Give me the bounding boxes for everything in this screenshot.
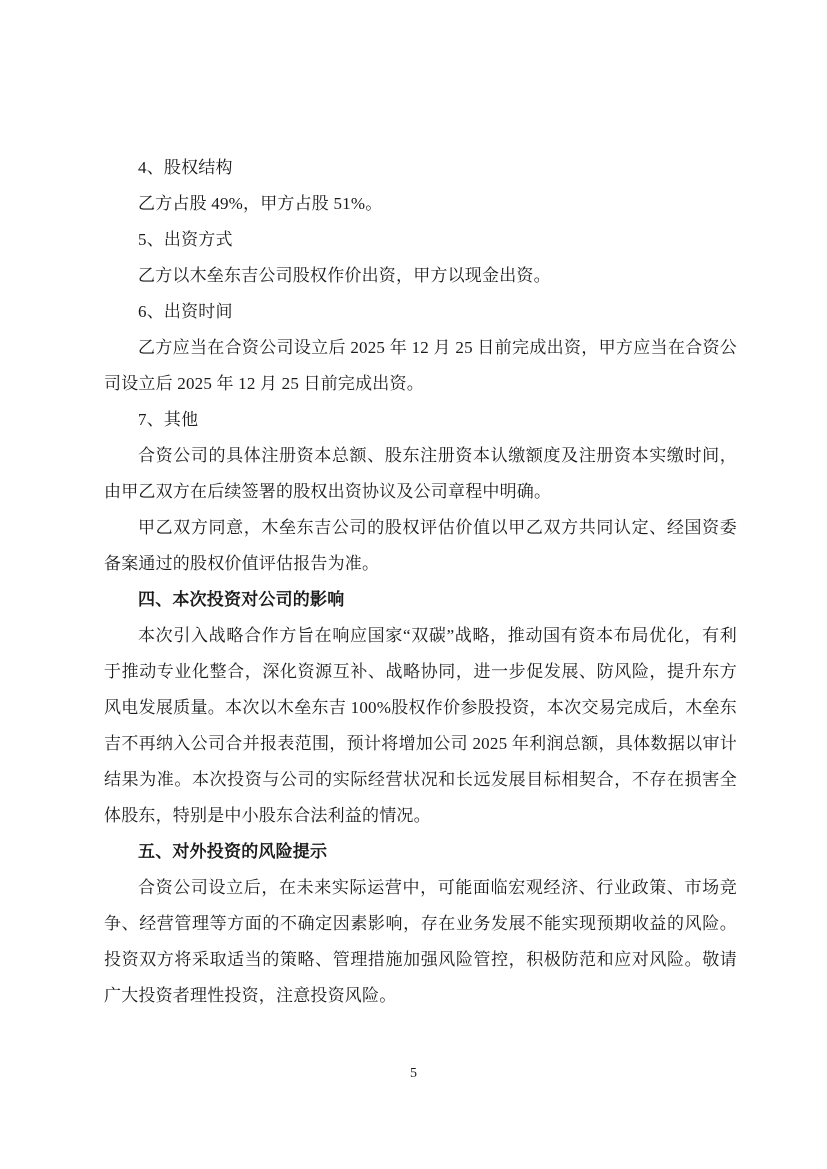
paragraph: 乙方以木垒东吉公司股权作价出资，甲方以现金出资。	[138, 266, 551, 285]
paragraph: 4、股权结构	[138, 158, 233, 177]
paragraph: 四、本次投资对公司的影响	[138, 590, 345, 609]
paragraph: 合资公司的具体注册资本总额、股东注册资本认缴额度及注册资本实缴时间，由甲乙双方在后续签署的股权出资协议及公司章程中明确。	[104, 446, 737, 501]
paragraph: 乙方应当在合资公司设立后 2025 年 12 月 25 日前完成出资，甲方应当在合资公司设立后 2025 年 12 月 25 日前完成出资。	[104, 338, 737, 393]
paragraph: 乙方占股 49%，甲方占股 51%。	[138, 194, 383, 213]
document-body	[104, 150, 737, 1014]
page-number: 5	[410, 1066, 417, 1081]
paragraph: 五、对外投资的风险提示	[138, 842, 328, 861]
paragraph: 本次引入战略合作方旨在响应国家“双碳”战略，推动国有资本布局优化，有利于推动专业化整合，深化资源互补、战略协同，进一步促发展、防风险，提升东方风电发展质量。本次以木垒东吉 100%股权作价参股投资，本次交易完成后，木垒东吉不再纳入公司合并报表范围，预计将增加公司 2025 年利润总额，具体数据以审计结果为准。本次投资与公司的实际经营状况和长远发展目标相契合，不存在损害全体股东，特别是中小股东合法利益的情况。	[104, 626, 737, 825]
paragraph: 7、其他	[138, 410, 199, 429]
paragraph: 甲乙双方同意，木垒东吉公司的股权评估价值以甲乙双方共同认定、经国资委备案通过的股权价值评估报告为准。	[104, 518, 737, 573]
paragraph: 5、出资方式	[138, 230, 233, 249]
paragraph: 6、出资时间	[138, 302, 233, 321]
paragraph: 合资公司设立后，在未来实际运营中，可能面临宏观经济、行业政策、市场竞争、经营管理等方面的不确定因素影响，存在业务发展不能实现预期收益的风险。投资双方将采取适当的策略、管理措施加强风险管控，积极防范和应对风险。敬请广大投资者理性投资，注意投资风险。	[104, 878, 737, 1005]
